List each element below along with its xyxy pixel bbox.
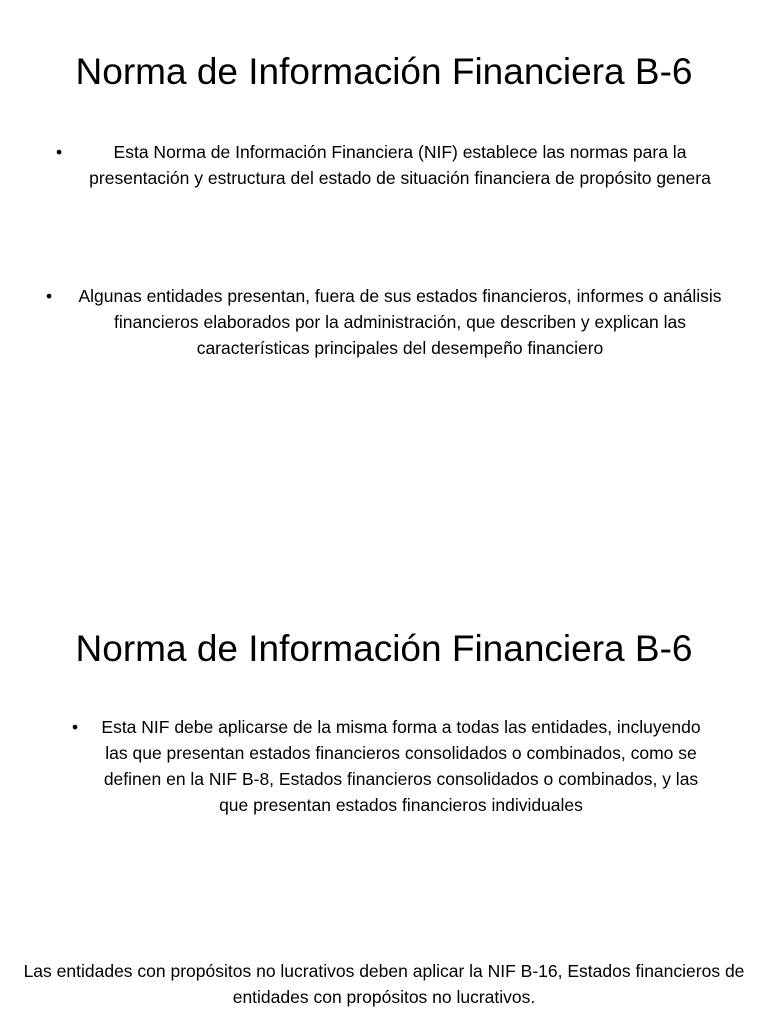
slide-title: Norma de Información Financiera B-6 <box>75 51 693 92</box>
bullet-marker: • <box>56 142 63 162</box>
bullet-marker: • <box>72 717 79 737</box>
bullet-text: Esta NIF debe aplicarse de la misma forma a todas las entidades, incluyendo las que presentan estados financieros consolidados o combinados, como se definen en la NIF B-8, Estados financieros consolidados o combinados, y las que presentan estados financieros individuales <box>101 717 701 815</box>
slide-2 <box>0 512 768 1024</box>
slide-title: Norma de Información Financiera B-6 <box>75 628 693 669</box>
bullet-item <box>46 283 730 361</box>
bullet-marker: • <box>46 286 53 306</box>
body-paragraph: Las entidades con propósitos no lucrativos deben aplicar la NIF B-16, Estados financieros de entidades con propósitos no lucrativos. <box>23 960 745 1007</box>
bullet-item <box>72 714 706 818</box>
bullet-item <box>56 139 720 191</box>
bullet-text: Algunas entidades presentan, fuera de sus estados financieros, informes o análisis financieros elaborados por la administración, que describen y explican las características principales del desempeño financiero <box>78 286 722 358</box>
bullet-text: Esta Norma de Información Financiera (NIF) establece las normas para la presentación y estructura del estado de situación financiera de propósito genera <box>89 142 711 188</box>
